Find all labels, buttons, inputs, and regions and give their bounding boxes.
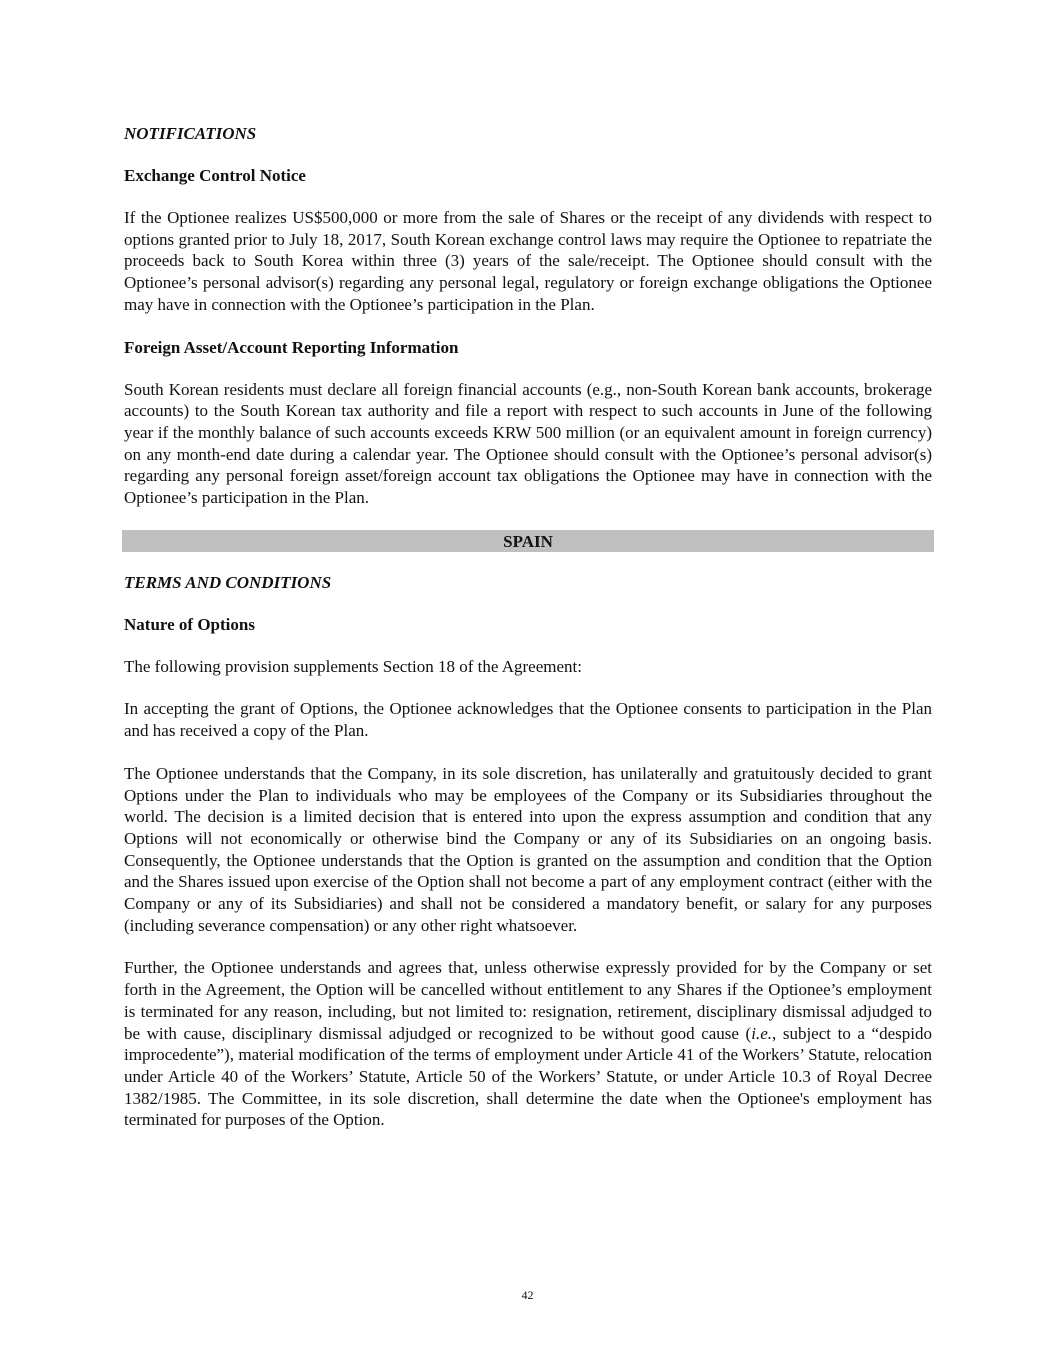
notifications-heading: NOTIFICATIONS [124,124,257,143]
foreign-asset-paragraph: South Korean residents must declare all foreign financial accounts (e.g., non-South Korean bank accounts, brokerage accounts) to the South Korean tax authority and file a report with respect to such accounts in June of the following year if the monthly balance of such accounts exceeds KRW 500 million (or an equivalent amount in foreign currency) on any month-end date during a calendar year. The Optionee should consult with the Optionee’s personal advisor(s) regarding any personal foreign asset/foreign account tax obligations the Optionee may have in connection with the Optionee’s participation in the Plan. [124,379,932,508]
spain-paragraph-2: In accepting the grant of Options, the Optionee acknowledges that the Optionee consents to participation in the Plan and has received a copy of the Plan. [124,699,932,741]
terms-and-conditions-heading: TERMS AND CONDITIONS [124,572,332,592]
exchange-control-title: Exchange Control Notice [124,166,306,185]
exchange-control-paragraph: If the Optionee realizes US$500,000 or more from the sale of Shares or the receipt of any dividends with respect to options granted prior to July 18, 2017, South Korean exchange control laws may require the Optionee to repatriate the proceeds back to South Korea within three (3) years of the sale/receipt. The Optionee should consult with the Optionee’s personal advisor(s) regarding any personal legal, regulatory or foreign exchange obligations the Optionee may have in connection with the Optionee’s participation in the Plan. [124,208,932,314]
document-page [124,123,932,1152]
spain-paragraph-4 [124,957,932,1131]
spain-paragraph-1: The following provision supplements Section 18 of the Agreement: [124,656,582,676]
spain-paragraph-3: The Optionee understands that the Company, in its sole discretion, has unilaterally and gratuitously decided to grant Options under the Plan to individuals who may be employees of the Company or its Subsidiaries throughout the world. The decision is a limited decision that is entered into upon the express assumption and condition that any Options will not economically or otherwise bind the Company or any of its Subsidiaries on an ongoing basis. Consequently, the Optionee understands that the Option is granted on the assumption and condition that the Option and the Shares issued upon exercise of the Option shall not become a part of any employment contract (either with the Company or any of its Subsidiaries) and shall not be considered a mandatory benefit, or salary for any purposes (including severance compensation) or any other right whatsoever. [124,763,932,935]
para4-text-start: Further, the Optionee understands and agrees that, unless otherwise expressly provided for by the Company or set forth in the Agreement, the Option will be cancelled without entitlement to any Shares if the Optionee’s employment is terminated for any reason, including, but not limited to: resignation, retirement, disciplinary dismissal adjudged to be with cause, disciplinary dismissal adjudged or recognized to be without good cause ( [124,958,932,1043]
spain-section-bar: SPAIN [122,530,934,552]
nature-of-options-title: Nature of Options [124,614,255,634]
para4-ie: i.e. [751,1023,772,1043]
foreign-asset-title: Foreign Asset/Account Reporting Information [124,337,459,357]
page-number: 42 [521,1288,534,1302]
para4-text-end: , subject to a “despido improcedente”), material modification of the terms of employment under Article 41 of the Workers’ Statute, relocation under Article 40 of the Workers’ Statute, Article 50 of the Workers’ Statute, or under Article 10.3 of Royal Decree 1382/1985. The Committee, in its sole discretion, shall determine the date when the Optionee's employment has terminated for purposes of the Option. [124,1023,932,1130]
